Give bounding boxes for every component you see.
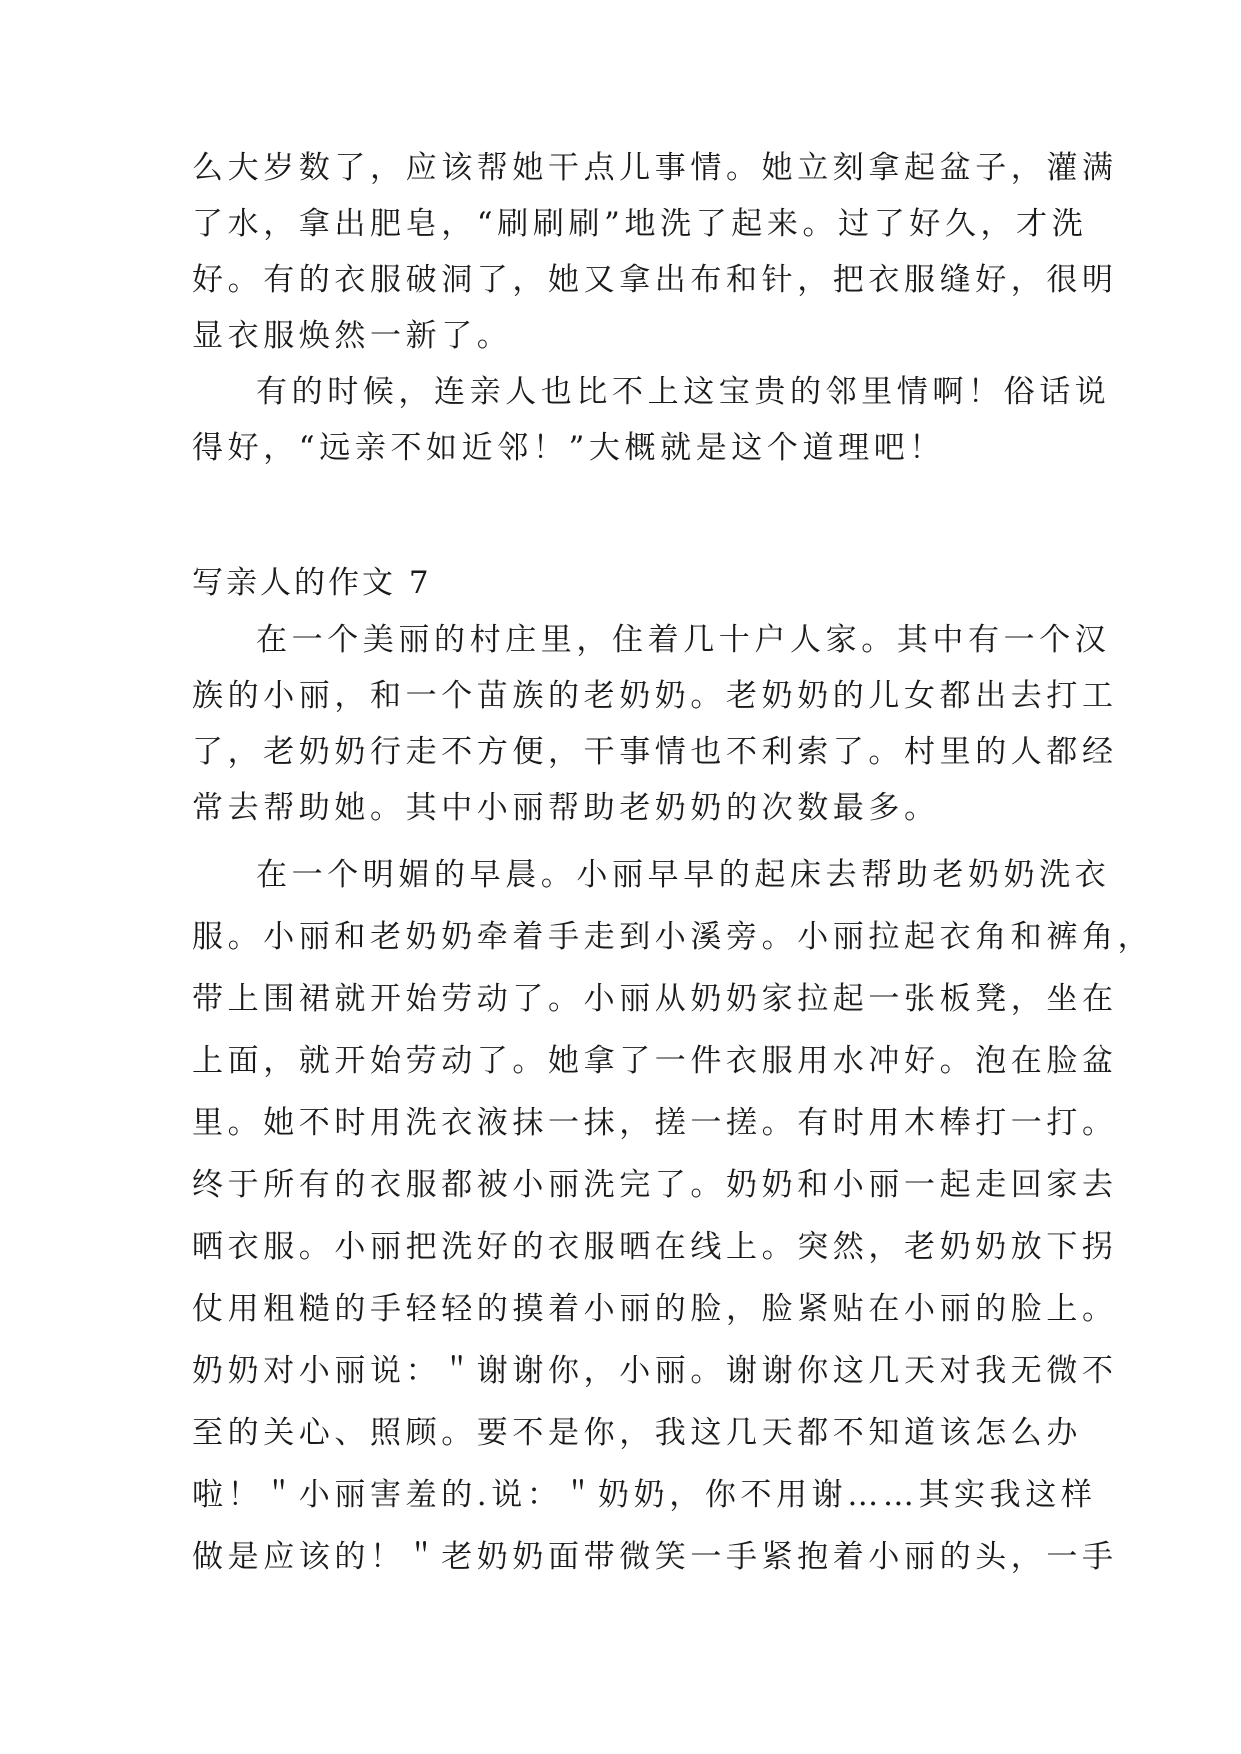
section-title: 写亲人的作文 7 xyxy=(192,565,432,601)
text-line: 么大岁数了，应该帮她干点儿事情。她立刻拿起盆子，灌满 xyxy=(192,150,1118,186)
text-line: 奶奶对小丽说：＂谢谢你，小丽。谢谢你这几天对我无微不 xyxy=(192,1353,1118,1389)
text-line: 了水，拿出肥皂，“刷刷刷”地洗了起来。过了好久，才洗 xyxy=(192,206,1088,242)
text-line: 仗用粗糙的手轻轻的摸着小丽的脸，脸紧贴在小丽的脸上。 xyxy=(192,1291,1118,1327)
text-line: 服。小丽和老奶奶牵着手走到小溪旁。小丽拉起衣角和裤角， xyxy=(192,919,1154,955)
text-line: 晒衣服。小丽把洗好的衣服晒在线上。突然，老奶奶放下拐 xyxy=(192,1229,1118,1265)
text-line: 好。有的衣服破洞了，她又拿出布和针，把衣服缝好，很明 xyxy=(192,262,1118,298)
text-line: 上面，就开始劳动了。她拿了一件衣服用水冲好。泡在脸盆 xyxy=(192,1043,1118,1079)
text-line: 了，老奶奶行走不方便，干事情也不利索了。村里的人都经 xyxy=(192,734,1118,770)
text-line: 有的时候，连亲人也比不上这宝贵的邻里情啊！俗话说 xyxy=(256,374,1111,410)
text-line: 带上围裙就开始劳动了。小丽从奶奶家拉起一张板凳，坐在 xyxy=(192,981,1118,1017)
text-line: 常去帮助她。其中小丽帮助老奶奶的次数最多。 xyxy=(192,790,940,826)
text-line: 显衣服焕然一新了。 xyxy=(192,318,513,354)
text-line: 在一个美丽的村庄里，住着几十户人家。其中有一个汉 xyxy=(256,622,1111,658)
text-line: 在一个明媚的早晨。小丽早早的起床去帮助老奶奶洗衣 xyxy=(256,857,1111,893)
text-line: 终于所有的衣服都被小丽洗完了。奶奶和小丽一起走回家去 xyxy=(192,1167,1118,1203)
text-line: 啦！＂小丽害羞的.说：＂奶奶，你不用谢……其实我这样 xyxy=(192,1477,1097,1513)
text-line: 做是应该的！＂老奶奶面带微笑一手紧抱着小丽的头，一手 xyxy=(192,1539,1118,1575)
text-line: 得好，“远亲不如近邻！”大概就是这个道理吧！ xyxy=(192,430,945,466)
text-line: 至的关心、照顾。要不是你，我这几天都不知道该怎么办 xyxy=(192,1415,1082,1451)
text-line: 族的小丽，和一个苗族的老奶奶。老奶奶的儿女都出去打工 xyxy=(192,678,1118,714)
text-line: 里。她不时用洗衣液抹一抹，搓一搓。有时用木棒打一打。 xyxy=(192,1105,1118,1141)
